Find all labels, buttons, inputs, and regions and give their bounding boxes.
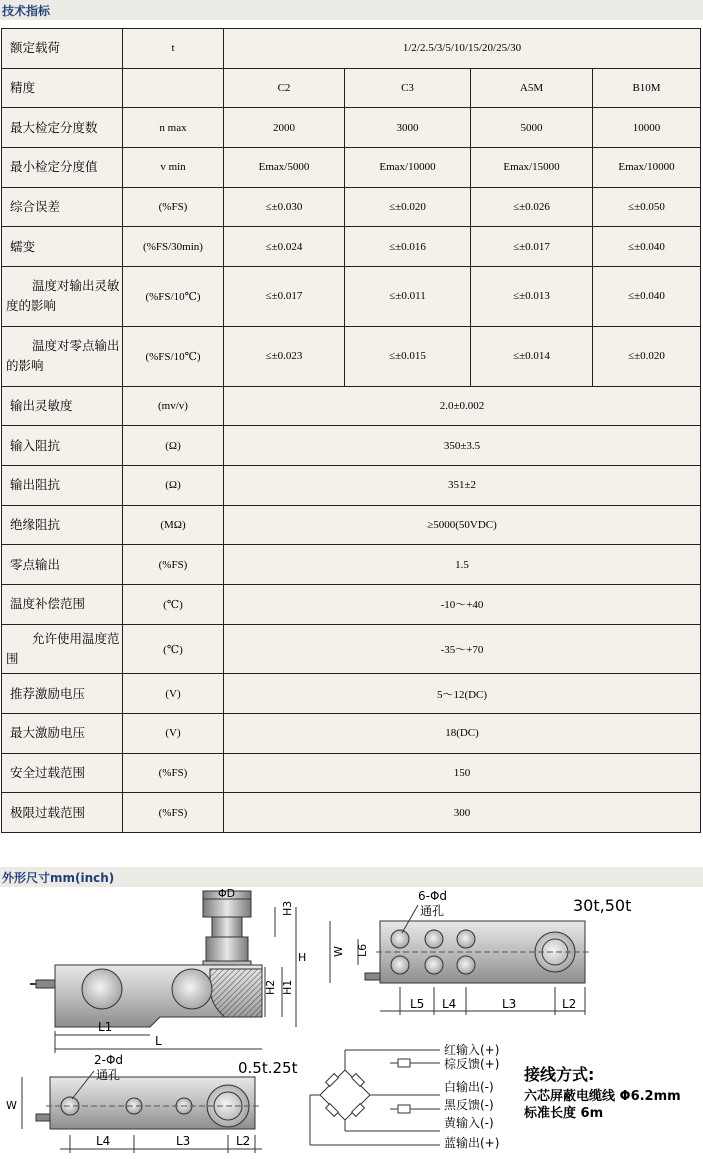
row-unit: (%FS) (123, 753, 224, 793)
table-row (2, 68, 701, 108)
wire-white-output: 白输出(-) (444, 1080, 494, 1094)
dim-L: L (155, 1034, 162, 1048)
row-label: 极限过载范围 (2, 793, 123, 833)
row-label: 绝缘阻抗 (2, 505, 123, 545)
row-label: 输出阻抗 (2, 466, 123, 506)
row-unit: (℃) (123, 624, 224, 674)
row-unit: (V) (123, 674, 224, 714)
holes-2-label: 2-Φd (94, 1053, 124, 1067)
row-value: C2 (224, 68, 345, 108)
row-value: ≤±0.015 (345, 326, 471, 386)
row-value: 2.0±0.002 (224, 386, 701, 426)
side-view (30, 887, 306, 1053)
dim-H3: H3 (281, 900, 294, 916)
row-label: 精度 (2, 68, 123, 108)
top-view-small (6, 1053, 298, 1153)
through-hole-label-1: 通孔 (420, 904, 445, 918)
dim-L6: L6 (356, 943, 369, 957)
wire-red-input: 红输入(+) (444, 1043, 500, 1057)
row-unit: (MΩ) (123, 505, 224, 545)
dim-L5-large: L5 (410, 997, 425, 1011)
table-row (2, 545, 701, 585)
row-label: 蠕变 (2, 227, 123, 267)
row-value: ≤±0.017 (471, 227, 593, 267)
dim-L4-large: L4 (442, 997, 457, 1011)
row-label: 零点输出 (2, 545, 123, 585)
table-row (2, 714, 701, 754)
table-row (2, 753, 701, 793)
dim-L3-large: L3 (502, 997, 517, 1011)
row-unit: (℃) (123, 584, 224, 624)
capacity-small: 0.5t.25t (238, 1059, 298, 1077)
row-unit: t (123, 29, 224, 69)
through-hole-label-2: 通孔 (96, 1068, 121, 1082)
row-value: ≤±0.013 (471, 266, 593, 326)
dimension-section-header (0, 867, 703, 887)
row-value: Emax/15000 (471, 147, 593, 187)
wire-blue-output: 蓝输出(+) (444, 1136, 500, 1150)
top-view-large (330, 889, 631, 1015)
row-unit: (%FS/10℃) (123, 326, 224, 386)
wiring-diagram (310, 1042, 681, 1150)
row-value: ≤±0.023 (224, 326, 345, 386)
table-row (2, 426, 701, 466)
row-label: 最大激励电压 (2, 714, 123, 754)
row-label: 额定载荷 (2, 29, 123, 69)
dim-W-small: W (6, 1099, 17, 1112)
table-row (2, 29, 701, 69)
row-unit: n max (123, 108, 224, 148)
cable-description: 六芯屏蔽电缆线 Φ6.2mm (524, 1089, 681, 1104)
row-value: 18(DC) (224, 714, 701, 754)
row-unit: (%FS) (123, 545, 224, 585)
dim-L3-small: L3 (176, 1134, 191, 1148)
dimension-section-title: 外形尺寸mm(inch) (2, 871, 115, 885)
row-value: 351±2 (224, 466, 701, 506)
wire-brown-feedback: 棕反馈(+) (444, 1057, 500, 1071)
capacity-large: 30t,50t (573, 896, 632, 915)
row-value: ≤±0.020 (345, 187, 471, 227)
table-row (2, 187, 701, 227)
row-unit: (%FS/30min) (123, 227, 224, 267)
row-value: ≤±0.026 (471, 187, 593, 227)
table-row (2, 227, 701, 267)
row-value: 150 (224, 753, 701, 793)
table-row (2, 505, 701, 545)
dim-L4-small: L4 (96, 1134, 111, 1148)
row-value: ≤±0.050 (593, 187, 701, 227)
row-label: 最大检定分度数 (2, 108, 123, 148)
table-row (2, 266, 701, 326)
row-value: ≤±0.020 (593, 326, 701, 386)
table-row (2, 326, 701, 386)
row-value: -10～+40 (224, 584, 701, 624)
row-value: ≤±0.011 (345, 266, 471, 326)
row-unit: (mv/v) (123, 386, 224, 426)
row-value: -35～+70 (224, 624, 701, 674)
row-value: C3 (345, 68, 471, 108)
row-value: 1.5 (224, 545, 701, 585)
dim-W-large: W (332, 946, 345, 957)
row-label: 综合误差 (2, 187, 123, 227)
holes-6-label: 6-Φd (418, 889, 448, 903)
row-value: ≤±0.014 (471, 326, 593, 386)
row-label: 温度补偿范围 (2, 584, 123, 624)
wiring-title: 接线方式: (524, 1065, 595, 1084)
row-label: 推荐激励电压 (2, 674, 123, 714)
dimension-drawing (0, 887, 703, 1159)
spec-table (1, 28, 701, 833)
row-value: Emax/5000 (224, 147, 345, 187)
row-label: 安全过载范围 (2, 753, 123, 793)
dim-H2: H2 (264, 979, 277, 995)
table-row (2, 466, 701, 506)
row-value: ≤±0.040 (593, 227, 701, 267)
row-value: ≤±0.030 (224, 187, 345, 227)
row-value: 350±3.5 (224, 426, 701, 466)
row-unit (123, 68, 224, 108)
spec-section-header (0, 0, 703, 20)
dim-H1: H1 (281, 979, 294, 995)
spec-section-title: 技术指标 (2, 4, 51, 18)
row-label: 输出灵敏度 (2, 386, 123, 426)
wire-black-feedback: 黑反馈(-) (444, 1098, 494, 1112)
wire-yellow-input: 黄输入(-) (444, 1116, 494, 1130)
dim-H: H (298, 951, 307, 964)
row-value: 1/2/2.5/3/5/10/15/20/25/30 (224, 29, 701, 69)
row-value: ≤±0.040 (593, 266, 701, 326)
dim-L2-large: L2 (562, 997, 577, 1011)
row-value: 3000 (345, 108, 471, 148)
row-value: 2000 (224, 108, 345, 148)
row-unit: v min (123, 147, 224, 187)
row-label: 最小检定分度值 (2, 147, 123, 187)
row-value: ≤±0.016 (345, 227, 471, 267)
row-label: 输入阻抗 (2, 426, 123, 466)
table-row (2, 674, 701, 714)
table-row (2, 624, 701, 674)
row-unit: (%FS) (123, 187, 224, 227)
row-value: Emax/10000 (345, 147, 471, 187)
table-row (2, 147, 701, 187)
row-value: 5～12(DC) (224, 674, 701, 714)
row-unit: (%FS) (123, 793, 224, 833)
row-value: ≥5000(50VDC) (224, 505, 701, 545)
dim-phi-D: ΦD (218, 887, 236, 900)
table-row (2, 386, 701, 426)
row-value: ≤±0.017 (224, 266, 345, 326)
row-label: 允许使用温度范围 (2, 624, 123, 674)
dim-L1: L1 (98, 1020, 113, 1034)
row-label: 温度对输出灵敏度的影响 (2, 266, 123, 326)
dim-L2-small: L2 (236, 1134, 251, 1148)
row-value: Emax/10000 (593, 147, 701, 187)
row-value: 10000 (593, 108, 701, 148)
table-row (2, 793, 701, 833)
row-unit: (%FS/10℃) (123, 266, 224, 326)
row-value: A5M (471, 68, 593, 108)
row-unit: (Ω) (123, 426, 224, 466)
row-value: ≤±0.024 (224, 227, 345, 267)
table-row (2, 584, 701, 624)
row-value: 5000 (471, 108, 593, 148)
row-value: B10M (593, 68, 701, 108)
row-unit: (V) (123, 714, 224, 754)
table-row (2, 108, 701, 148)
row-unit: (Ω) (123, 466, 224, 506)
row-label: 温度对零点输出的影响 (2, 326, 123, 386)
row-value: 300 (224, 793, 701, 833)
spec-table-body (2, 29, 701, 833)
cable-length: 标准长度 6m (524, 1106, 604, 1121)
